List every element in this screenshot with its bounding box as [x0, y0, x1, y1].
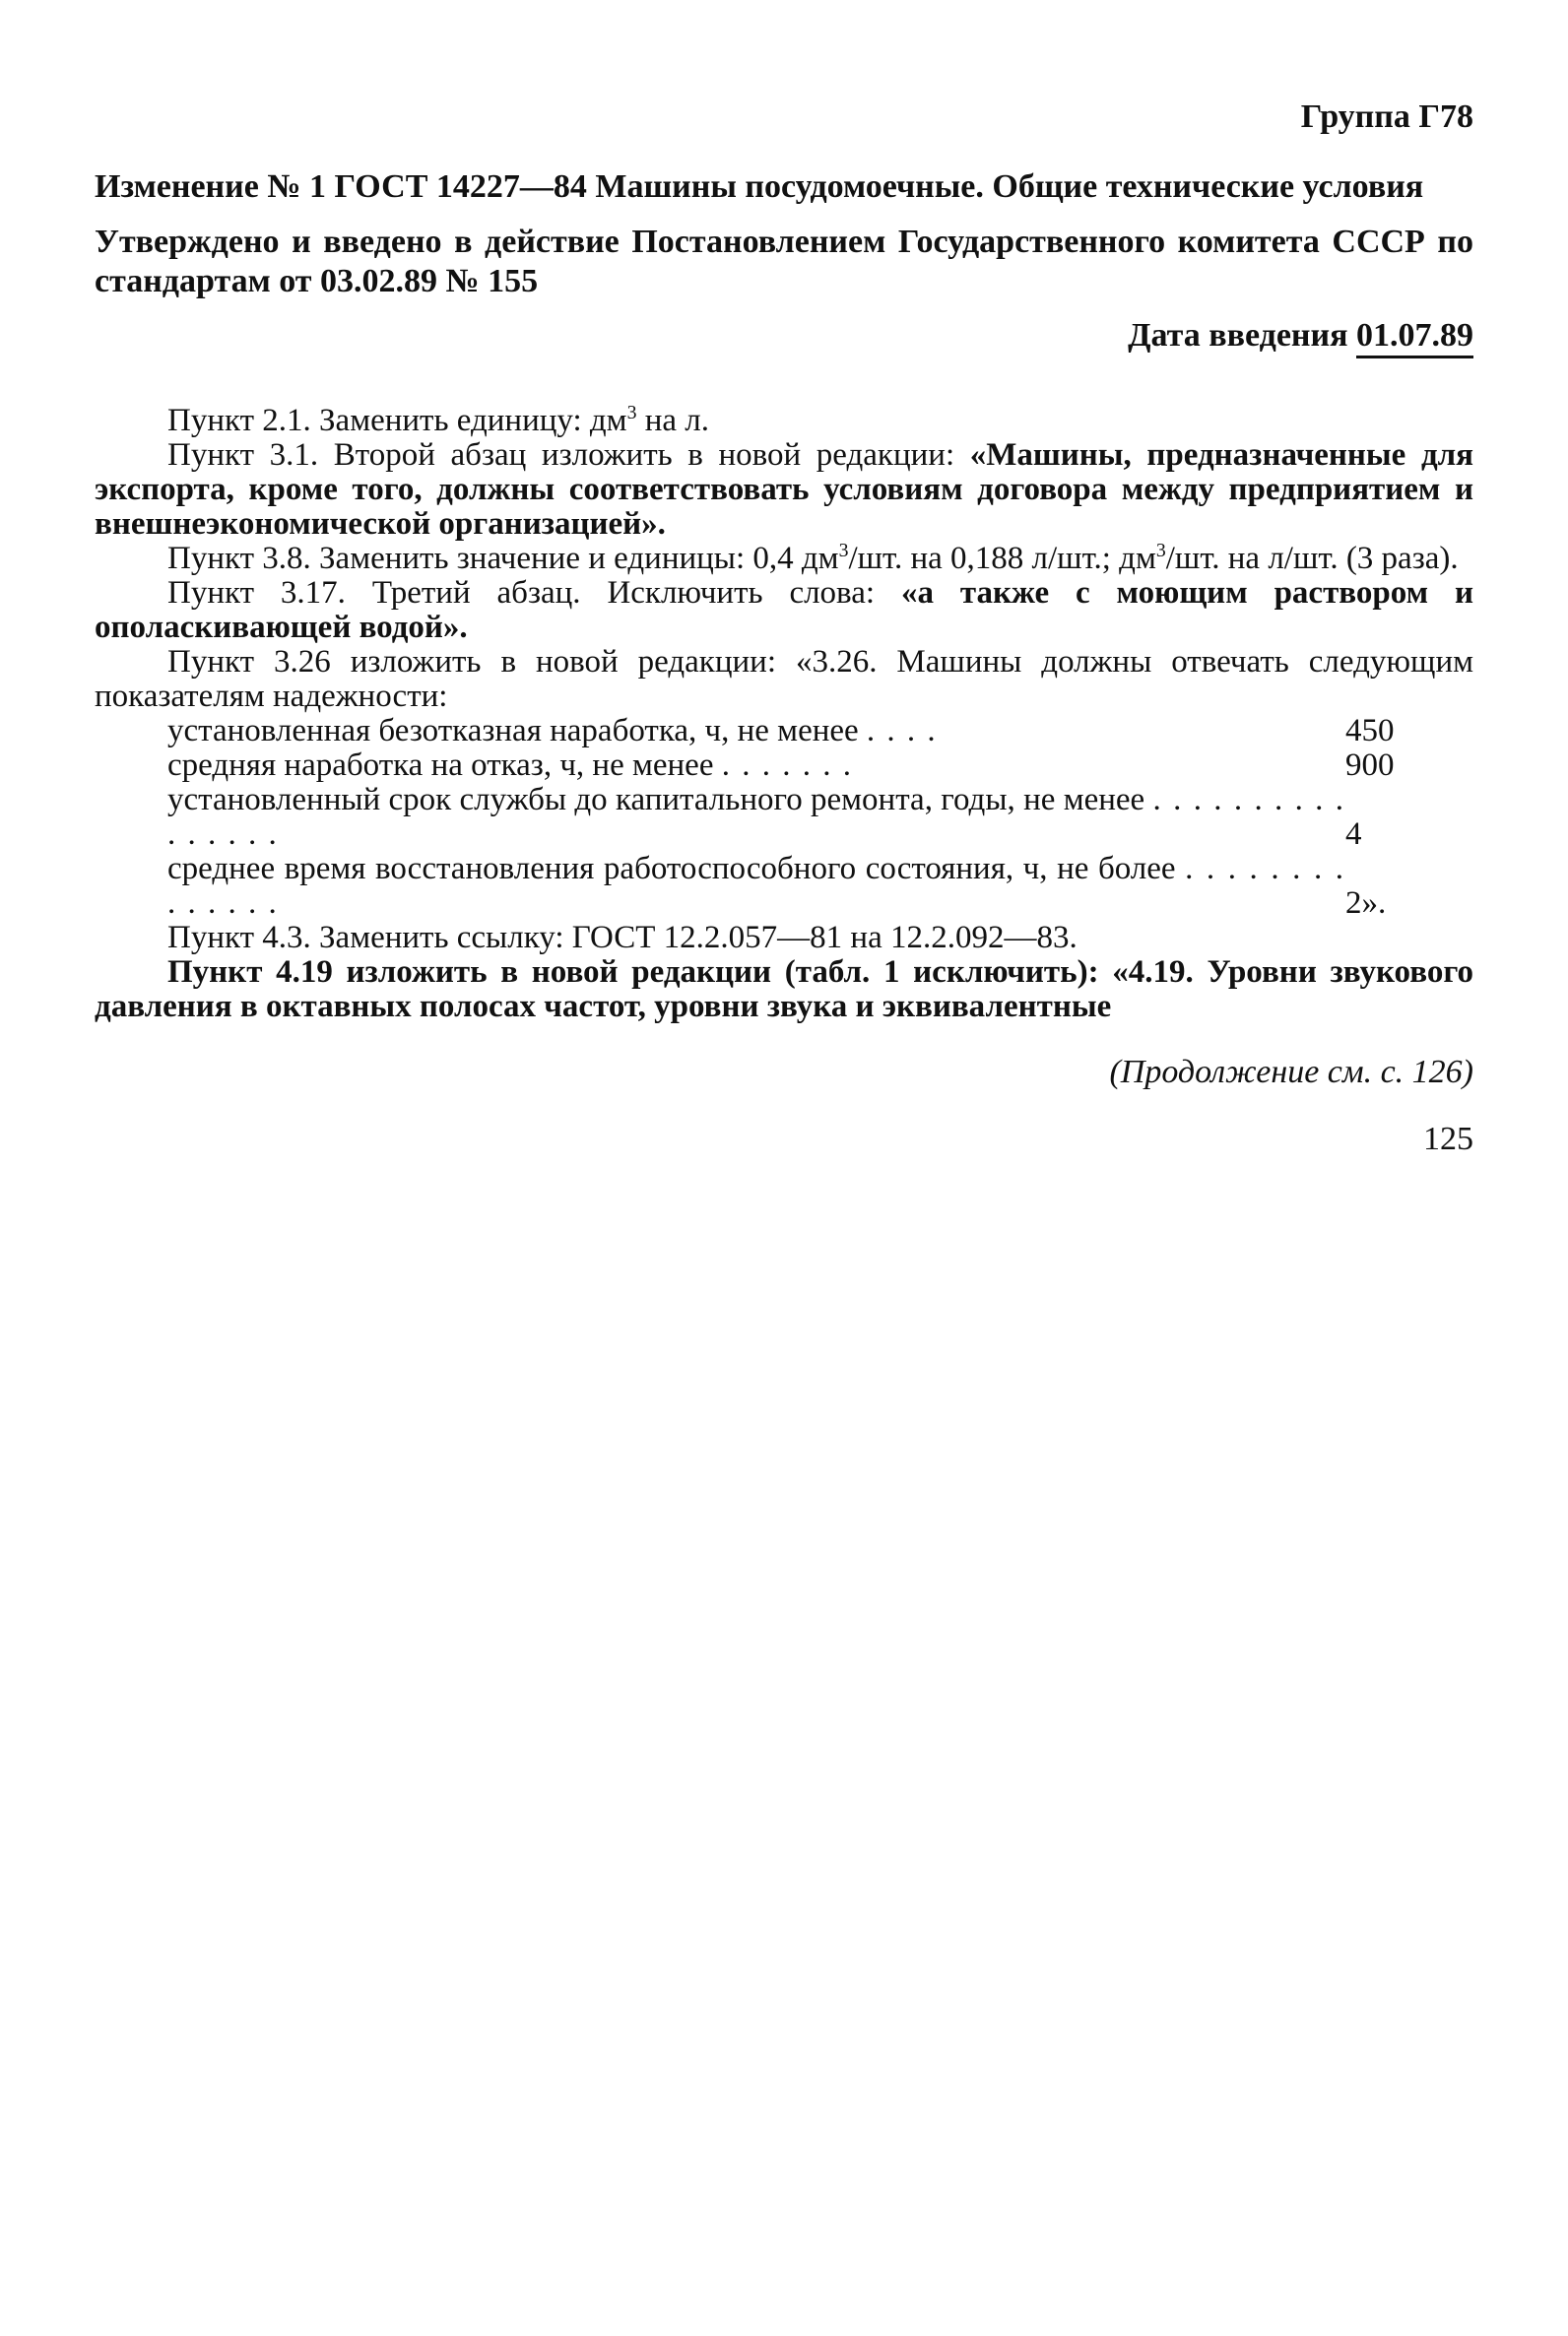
paragraph-2-1: Пункт 2.1. Заменить единицу: $дм^3$ на л. [167, 402, 709, 438]
amendment-body [95, 404, 1473, 1024]
paragraph-4-3: Пункт 4.3. Заменить ссылку: ГОСТ 12.2.057—81 на 12.2.092—83. [167, 920, 1078, 955]
paragraph-3-8: Пункт 3.8. Заменить значение и единицы: 0,4 $дм^3/шт$. на 0,188 л/шт.; $дм^3/шт$. на л/шт. (3 раза). [167, 540, 1459, 576]
approval-statement: Утверждено и введено в действие Постановлением Государственного комитета СССР по стандартам от 03.02.89 № 155 [95, 224, 1473, 299]
document-title: Изменение № 1 ГОСТ 14227—84 Машины посудомоечные. Общие технические условия [95, 168, 1424, 205]
list-item: средняя наработка на отказ, ч, не менее . . . . . . . 900 [167, 747, 1395, 783]
effective-date [95, 317, 1473, 355]
document-page [95, 98, 1473, 1158]
date-value: 01.07.89 [1356, 317, 1473, 358]
list-item: установленный срок службы до капитального ремонта, годы, не менее . . . . . . . . . . . . . . . . 4 [167, 782, 1362, 852]
group-code: Группа Г78 [1300, 98, 1473, 135]
date-label: Дата введения [1128, 317, 1348, 354]
paragraph-3-17: Пункт 3.17. Третий абзац. Исключить слова: «а также с моющим раствором и ополаскивающей водой». [95, 575, 1473, 645]
reliability-list [95, 714, 1473, 921]
paragraph-3-26: Пункт 3.26 изложить в новой редакции: «3.26. Машины должны отвечать следующим показателям надежности: [95, 644, 1473, 714]
paragraph-4-19: Пункт 4.19 изложить в новой редакции (табл. 1 исключить): «4.19. Уровни звукового давления в октавных полосах частот, уровни звука и эквивалентные [95, 954, 1473, 1024]
continued-note: (Продолжение см. с. 126) [1109, 1054, 1473, 1090]
page-number: 125 [1423, 1121, 1473, 1157]
list-item: среднее время восстановления работоспособного состояния, ч, не более . . . . . . . . . . . . . . 2». [167, 851, 1387, 921]
paragraph-3-1: Пункт 3.1. Второй абзац изложить в новой редакции: «Машины, предназначенные для экспорта, кроме того, должны соответствовать условиям договора между предприятием и внешнеэкономической организацией». [95, 437, 1474, 542]
list-item: установленная безотказная наработка, ч, не менее . . . . 450 [167, 713, 1395, 748]
